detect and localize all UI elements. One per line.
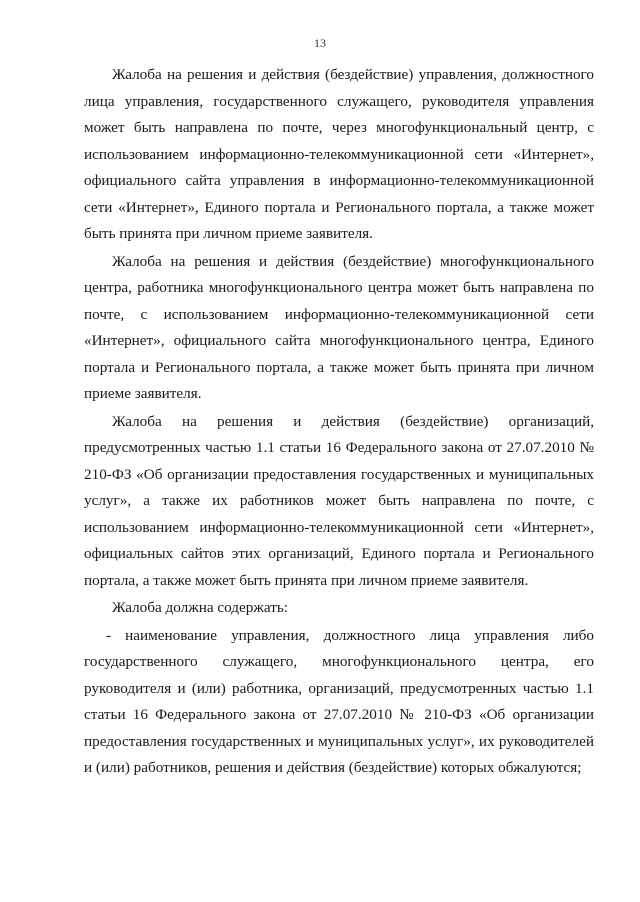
paragraph-complaint-mfc: Жалоба на решения и действия (бездействие) многофункционального центра, работника многофункционального центра может быть направлена по почте, с использованием информационно-телекоммуникационной сети «Интернет», официального сайта многофункционального центра, Единого портала и Регионального портала, а также может быть принята при личном приеме заявителя. <box>84 252 594 402</box>
paragraph-complaint-contents-intro: Жалоба должна содержать: <box>112 599 288 616</box>
document-body <box>84 62 594 783</box>
paragraph-complaint-management: Жалоба на решения и действия (бездействие) управления, должностного лица управления, государственного служащего, руководителя управления может быть направлена по почте, через многофункциональный центр, с использованием информационно-телекоммуникационной сети «Интернет», официального сайта управления в информационно-телекоммуникационной сети «Интернет», Единого портала и Регионального портала, а также может быть принята при личном приеме заявителя. <box>84 66 594 242</box>
paragraph-complaint-organizations: Жалоба на решения и действия (бездействие) организаций, предусмотренных частью 1.1 статьи 16 Федерального закона от 27.07.2010 № 210-ФЗ «Об организации предоставления государственных и муниципальных услуг», а также их работников может быть направлена по почте, с использованием информационно-телекоммуникационной сети «Интернет», официальных сайтов этих организаций, Единого портала и Регионального портала, а также может быть принята при личном приеме заявителя. <box>84 412 594 589</box>
page-number: 13 <box>314 36 326 50</box>
list-item-complaint-subject: - наименование управления, должностного лица управления либо государственного служащего, многофункционального центра, его руководителя и (или) работника, организаций, предусмотренных частью 1.1 статьи 16 Федерального закона от 27.07.2010 № 210-ФЗ «Об организации предоставления государственных и муниципальных услуг», их руководителей и (или) работников, решения и действия (бездействие) которых обжалуются; <box>84 626 594 776</box>
